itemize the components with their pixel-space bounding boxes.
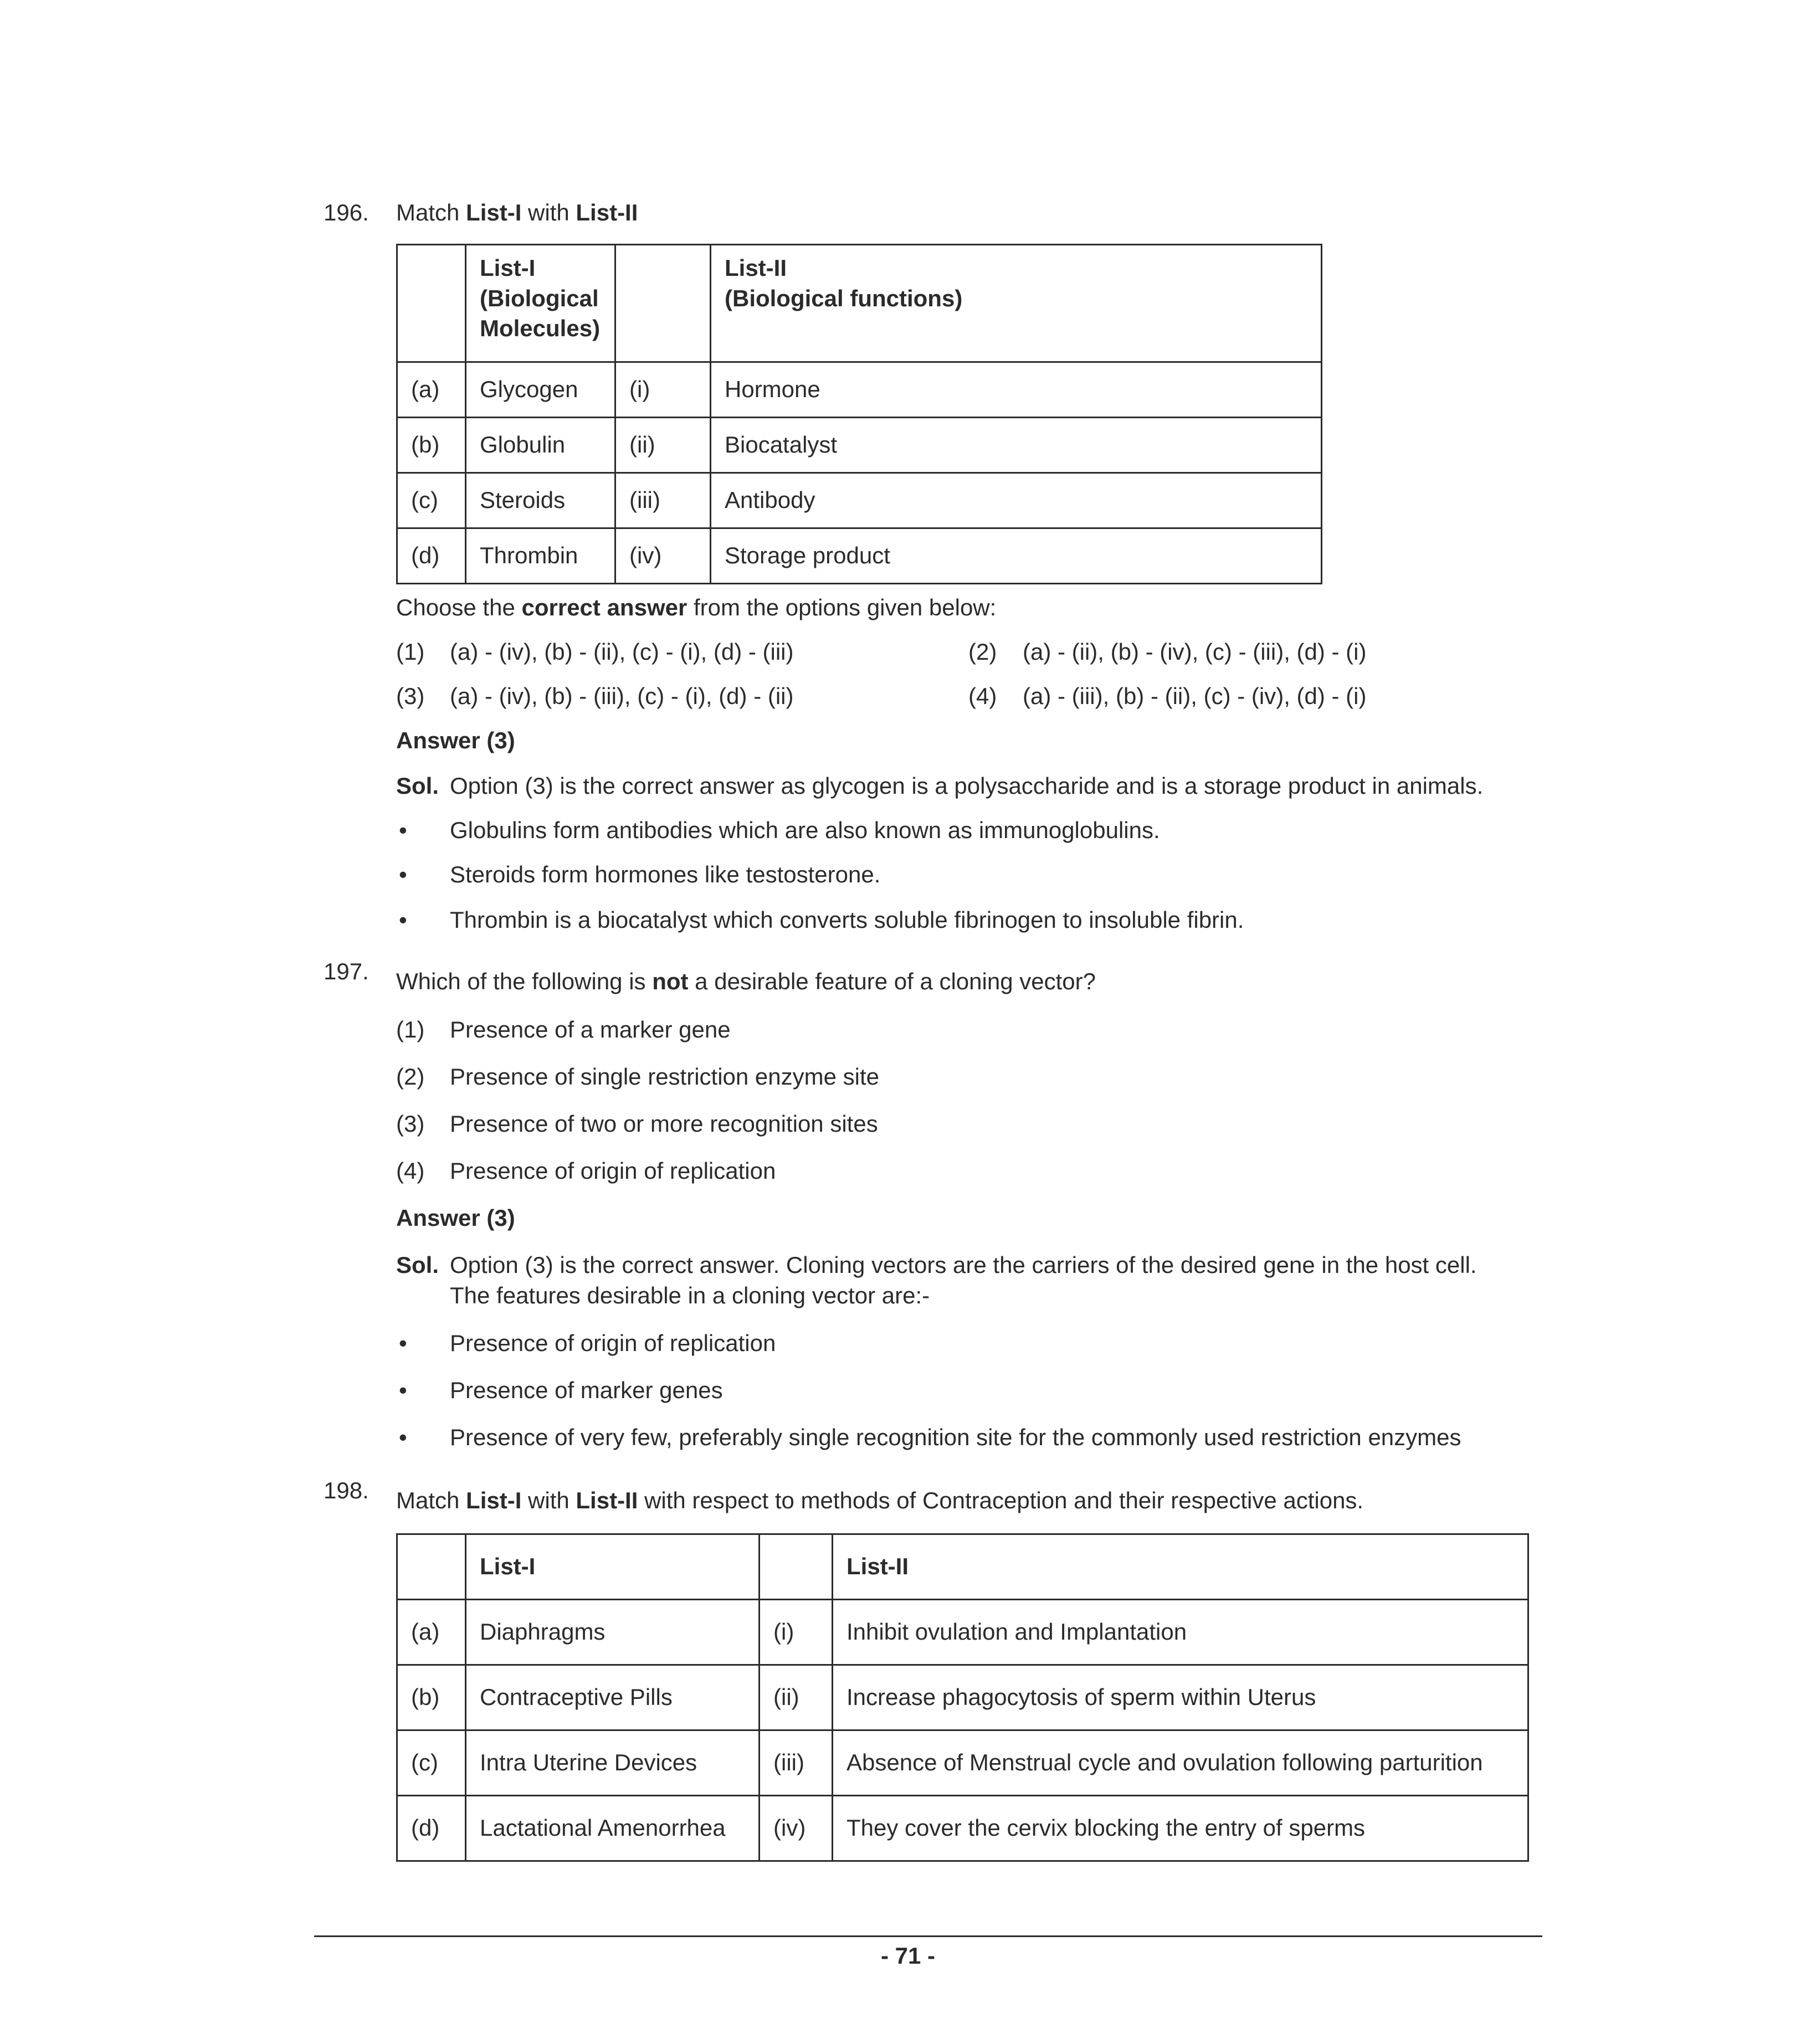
row-num: (i) xyxy=(760,1600,833,1665)
table-row xyxy=(397,1665,1528,1730)
table-header-row xyxy=(397,1534,1528,1600)
table-header-list2: List-II xyxy=(833,1534,1528,1600)
question-stem: Match List-I with List-II with respect to methods of Contraception and their respective actions. xyxy=(396,1487,1364,1513)
bullet-text: Presence of marker genes xyxy=(450,1377,723,1403)
table-row xyxy=(397,1730,1528,1796)
option-number: (4) xyxy=(396,1158,425,1184)
option-text: Presence of single restriction enzyme site xyxy=(450,1064,880,1090)
row-left: Diaphragms xyxy=(466,1600,760,1665)
solution-label: Sol. xyxy=(396,773,439,799)
row-num: (i) xyxy=(615,362,711,418)
row-right: Storage product xyxy=(711,528,1322,584)
row-right: Hormone xyxy=(711,362,1322,418)
table-header-list1: List-I xyxy=(466,1534,760,1600)
option-text: Presence of a marker gene xyxy=(450,1016,731,1042)
row-key: (b) xyxy=(397,418,466,473)
answer-label: Answer (3) xyxy=(396,1205,515,1231)
footer-divider xyxy=(314,1935,1542,1937)
row-right: Antibody xyxy=(711,473,1322,528)
row-right: Inhibit ovulation and Implantation xyxy=(833,1600,1528,1665)
solution-text: The features desirable in a cloning vector are:- xyxy=(450,1282,930,1308)
question-number: 197. xyxy=(324,958,369,984)
row-right: Absence of Menstrual cycle and ovulation following parturition xyxy=(833,1730,1528,1796)
option-number: (4) xyxy=(968,683,997,709)
bullet-icon: • xyxy=(399,907,407,933)
bullet-text: Steroids form hormones like testosterone. xyxy=(450,861,881,887)
option-text: (a) - (iv), (b) - (iii), (c) - (i), (d) - (ii) xyxy=(450,683,794,709)
bullet-text: Presence of origin of replication xyxy=(450,1330,776,1356)
row-key: (b) xyxy=(397,1665,466,1730)
row-key: (c) xyxy=(397,1730,466,1796)
choose-instruction: Choose the correct answer from the options given below: xyxy=(396,594,997,620)
question-stem: Which of the following is not a desirable feature of a cloning vector? xyxy=(396,968,1096,994)
option-number: (2) xyxy=(968,639,997,665)
option-number: (3) xyxy=(396,683,425,709)
bullet-icon: • xyxy=(399,1377,407,1403)
row-left: Thrombin xyxy=(466,528,615,584)
table-cell xyxy=(397,1534,466,1600)
table-row xyxy=(397,418,1322,473)
row-num: (iii) xyxy=(615,473,711,528)
bullet-text: Presence of very few, preferably single recognition site for the commonly used restriction enzymes xyxy=(450,1424,1461,1450)
option-text: Presence of origin of replication xyxy=(450,1158,776,1184)
row-left: Lactational Amenorrhea xyxy=(466,1796,760,1861)
match-table-196 xyxy=(396,244,1322,584)
table-header-list1: List-I (Biological Molecules) xyxy=(466,245,615,362)
row-right: Increase phagocytosis of sperm within Uterus xyxy=(833,1665,1528,1730)
row-num: (iv) xyxy=(760,1796,833,1861)
table-row xyxy=(397,1600,1528,1665)
table-row xyxy=(397,362,1322,418)
bullet-icon: • xyxy=(399,1424,407,1450)
row-left: Glycogen xyxy=(466,362,615,418)
table-cell xyxy=(760,1534,833,1600)
table-row xyxy=(397,1796,1528,1861)
option-text: (a) - (iv), (b) - (ii), (c) - (i), (d) - (iii) xyxy=(450,639,794,665)
row-left: Contraceptive Pills xyxy=(466,1665,760,1730)
row-left: Steroids xyxy=(466,473,615,528)
row-key: (c) xyxy=(397,473,466,528)
question-number: 196. xyxy=(324,199,369,225)
option-text: (a) - (iii), (b) - (ii), (c) - (iv), (d) - (i) xyxy=(1023,683,1367,709)
option-number: (1) xyxy=(396,1016,425,1042)
option-text: (a) - (ii), (b) - (iv), (c) - (iii), (d) - (i) xyxy=(1023,639,1367,665)
row-key: (d) xyxy=(397,1796,466,1861)
row-left: Globulin xyxy=(466,418,615,473)
question-number: 198. xyxy=(324,1477,369,1503)
solution-text: Option (3) is the correct answer. Cloning vectors are the carriers of the desired gene in the host cell. xyxy=(450,1252,1477,1278)
row-right: They cover the cervix blocking the entry of sperms xyxy=(833,1796,1528,1861)
row-key: (a) xyxy=(397,1600,466,1665)
page-number: - 71 - xyxy=(881,1943,936,1969)
match-table-198 xyxy=(396,1533,1529,1862)
row-left: Intra Uterine Devices xyxy=(466,1730,760,1796)
table-row xyxy=(397,528,1322,584)
bullet-icon: • xyxy=(399,817,407,843)
row-num: (iv) xyxy=(615,528,711,584)
row-right: Biocatalyst xyxy=(711,418,1322,473)
table-row xyxy=(397,473,1322,528)
table-cell xyxy=(615,245,711,362)
row-key: (d) xyxy=(397,528,466,584)
bullet-icon: • xyxy=(399,861,407,887)
row-key: (a) xyxy=(397,362,466,418)
option-text: Presence of two or more recognition sites xyxy=(450,1111,878,1137)
solution-label: Sol. xyxy=(396,1252,439,1278)
row-num: (iii) xyxy=(760,1730,833,1796)
answer-label: Answer (3) xyxy=(396,727,515,753)
table-header-list2: List-II (Biological functions) xyxy=(711,245,1322,362)
bullet-icon: • xyxy=(399,1330,407,1356)
option-number: (2) xyxy=(396,1064,425,1090)
option-number: (1) xyxy=(396,639,425,665)
option-number: (3) xyxy=(396,1111,425,1137)
row-num: (ii) xyxy=(760,1665,833,1730)
row-num: (ii) xyxy=(615,418,711,473)
table-header-row xyxy=(397,245,1322,362)
question-stem: Match List-I with List-II xyxy=(396,199,638,225)
table-cell xyxy=(397,245,466,362)
bullet-text: Globulins form antibodies which are also known as immunoglobulins. xyxy=(450,817,1160,843)
bullet-text: Thrombin is a biocatalyst which converts soluble fibrinogen to insoluble fibrin. xyxy=(450,907,1244,933)
solution-text: Option (3) is the correct answer as glycogen is a polysaccharide and is a storage product in animals. xyxy=(450,773,1484,799)
